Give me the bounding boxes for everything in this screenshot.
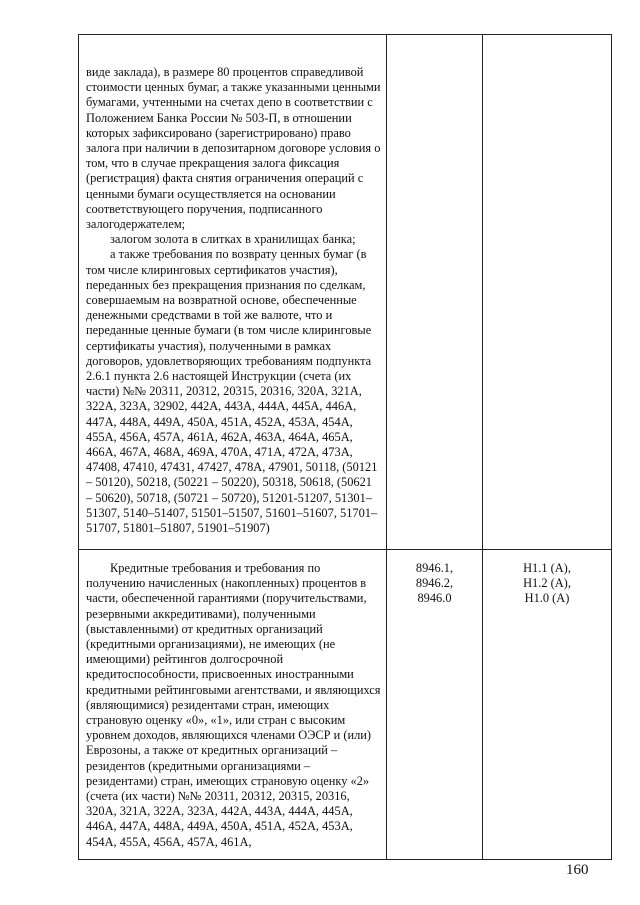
code-item: 8946.1,: [415, 561, 454, 575]
description-text: [79, 35, 386, 536]
paragraph: а также требования по возврату ценных бумаг (в том числе клиринговых сертификатов участия), переданных без прекращения признания по сделкам, совершаемым на возвратной основе, обеспеченные денежными средствами в той же валюте, что и переданные ценные бумаги (в том числе клиринговые сертификаты участия), полученными в рамках договоров, удовлетворяющих требованиям подпункта 2.6.1 пункта 2.6 настоящей Инструкции (счета (их части) №№ 20311, 20312, 20315, 20316, 320А, 321А, 322А, 323А, 32902, 442А, 443А, 444А, 445А, 446А, 447А, 448А, 449А, 450А, 451А, 452А, 453А, 454А, 455А, 456А, 457А, 461А, 462А, 463А, 464А, 465А, 466А, 467А, 468А, 469А, 470А, 471А, 472А, 473А, 47408, 47410, 47431, 47427, 478А, 47901, 50118, (50121 – 50120), 50218, (50221 – 50220), 50318, 50618, (50621 – 50620), 50718, (50721 – 50720), 51201-51207, 51301–51307, 5140–51407, 51501–51507, 51601–51607, 51701–51707, 51801–51807, 51901–51907): [86, 247, 378, 536]
code-item: 8946.2,: [415, 576, 454, 591]
requirements-table: [78, 34, 612, 860]
codes-list: [387, 550, 482, 607]
codes-list: [387, 35, 482, 46]
code-item: 8946.0: [417, 591, 452, 606]
table-row: [79, 35, 612, 550]
normatives-list: [483, 550, 611, 607]
description-cell: [79, 550, 387, 860]
normative-item: Н1.0 (А): [524, 591, 570, 606]
codes-cell: [387, 550, 483, 860]
paragraph: виде заклада), в размере 80 процентов справедливой стоимости ценных бумаг, а также указанными ценными бумагами, учтенными на счетах депо в соответствии с Положением Банка России № 503-П, в отношении которых зафиксировано (зарегистрировано) право залога при наличии в депозитарном договоре условия о том, что в случае прекращения залога фиксация (регистрация) факта снятия ограничения операций с ценными бумаги осуществляется на основании соответствующего поручения, подписанного залогодержателем;: [86, 65, 381, 232]
normative-item: Н1.1 (А),: [523, 561, 571, 575]
normative-item: Н1.2 (А),: [523, 576, 571, 591]
normatives-list: [483, 35, 611, 46]
codes-cell: [387, 35, 483, 550]
description-text: [79, 550, 386, 850]
paragraph: залогом золота в слитках в хранилищах банка;: [110, 232, 356, 247]
table-row: [79, 550, 612, 860]
paragraph: Кредитные требования и требования по получению начисленных (накопленных) процентов в части, обеспеченной гарантиями (поручительствами, резервными аккредитивами), полученными (выставленными) от кредитных организаций (кредитными организациями), не имеющих (не имеющими) рейтингов долгосрочной кредитоспособности, присвоенных иностранными кредитными рейтинговыми агентствами, и являющихся (являющимися) резидентами стран, имеющих страновую оценку «0», «1», или стран с высоким уровнем доходов, являющихся членами ОЭСР и (или) Еврозоны, а также от кредитных организаций – резидентов (кредитными организациями – резидентами) стран, имеющих страновую оценку «2» (счета (их части) №№ 20311, 20312, 20315, 20316, 320А, 321А, 322А, 323А, 442А, 443А, 444А, 445А, 446А, 447А, 448А, 449А, 450А, 451А, 452А, 453А, 454А, 455А, 456А, 457А, 461А,: [86, 561, 381, 849]
normatives-cell: [483, 550, 612, 860]
normatives-cell: [483, 35, 612, 550]
description-cell: [79, 35, 387, 550]
page-number: 160: [566, 862, 589, 878]
